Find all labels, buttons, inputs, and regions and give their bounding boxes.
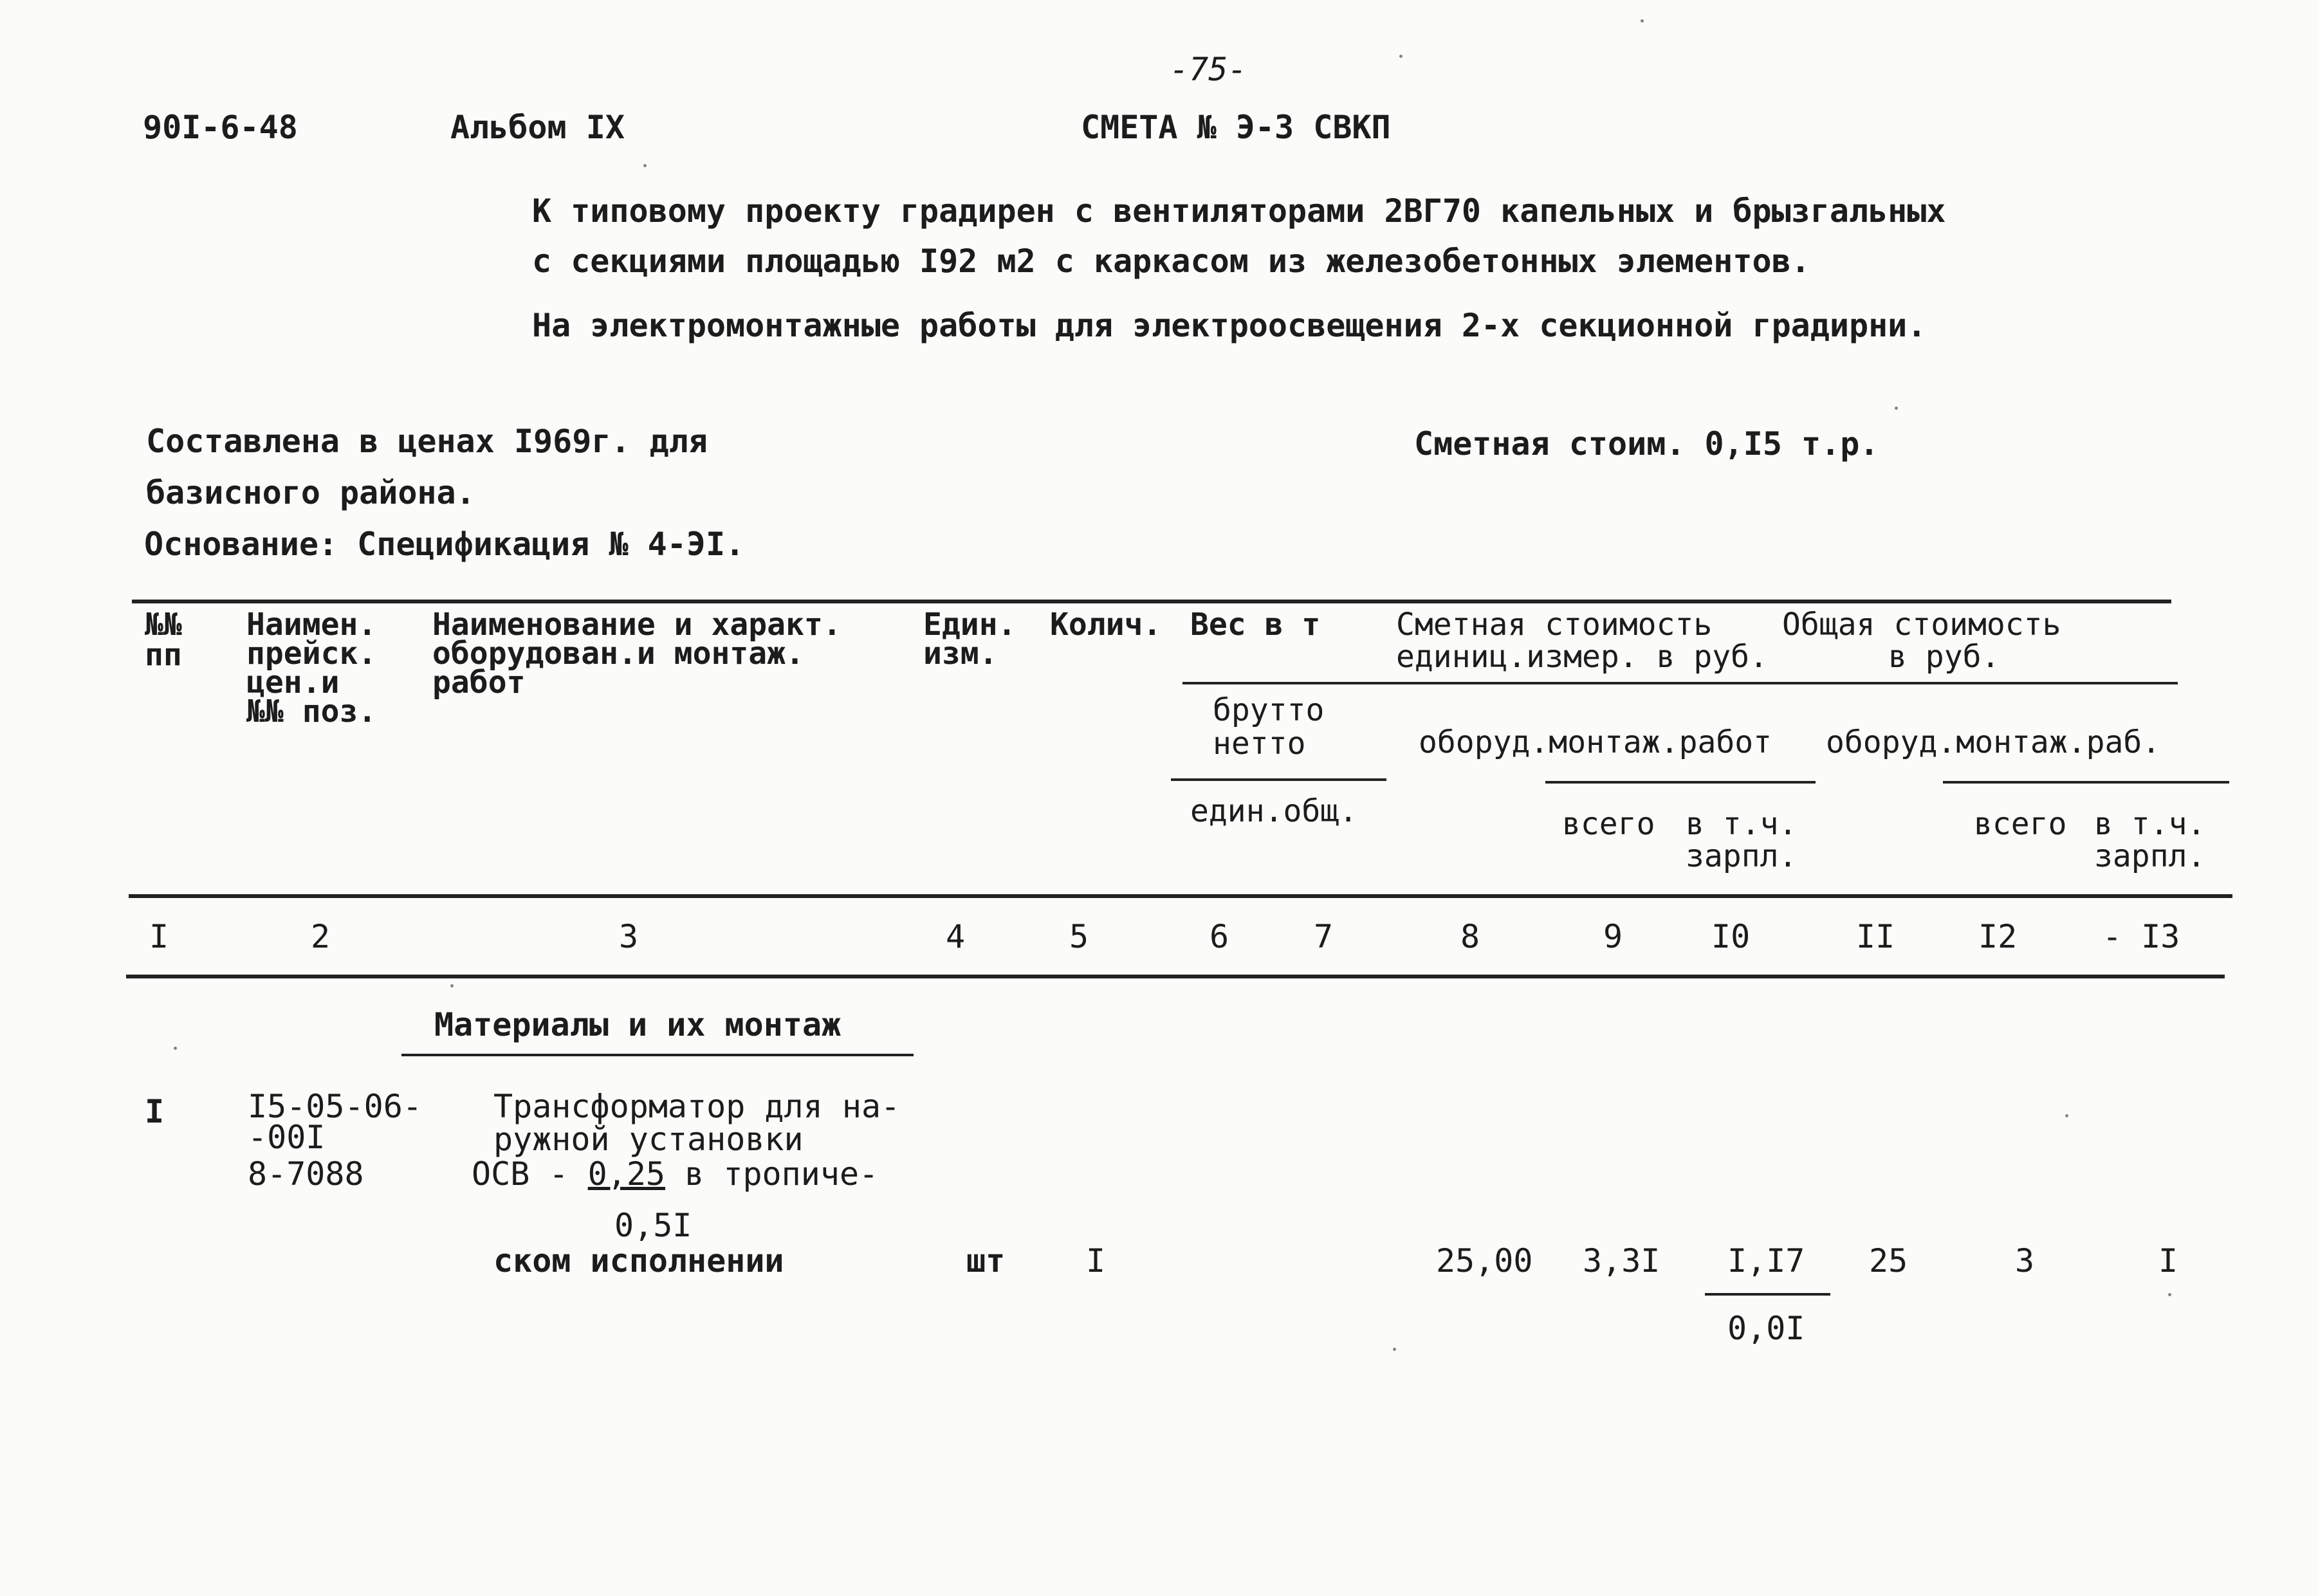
row-equipment-unit-price: 25,00: [1436, 1242, 1533, 1280]
unit-mount-total-head: всего: [1562, 806, 1655, 842]
col2-head-a: Наимен.: [246, 607, 377, 643]
header-rule-2: [1171, 778, 1386, 781]
col1-head-b: пп: [145, 637, 182, 673]
basis-line: Основание: Спецификация № 4-ЭI.: [144, 526, 745, 563]
section-title: Материалы и их монтаж: [434, 1006, 842, 1043]
col3-head-a: Наименование и характ.: [432, 607, 842, 643]
col-number-12: I2: [1978, 918, 2018, 955]
row-number: I: [145, 1093, 165, 1130]
page-number: -75-: [1170, 51, 1247, 88]
col-number-6: 6: [1210, 918, 1229, 955]
col-number-11: II: [1856, 918, 1895, 955]
estimated-cost: Сметная стоим. 0,I5 т.р.: [1414, 425, 1879, 463]
row-total-equipment: 25: [1869, 1242, 1908, 1280]
row-mount-unit-wages-sub: 0,0I: [1727, 1310, 1805, 1347]
row-mount-unit-total: 3,3I: [1583, 1242, 1660, 1280]
netto-label: нетто: [1213, 726, 1306, 762]
intro-line-1: К типовому проекту градирен с вентиляторами 2ВГ70 капельных и брызгальных: [532, 192, 1946, 230]
col-number-9: 9: [1603, 918, 1623, 955]
unit-mount-wages-head-b: зарпл.: [1686, 838, 1798, 874]
unit-cost-head-1: Сметная стоимость: [1396, 607, 1713, 643]
scan-speck: [1393, 1348, 1396, 1351]
col-number-1: I: [149, 918, 169, 955]
col-number-3: 3: [619, 918, 639, 955]
col-number-10: I0: [1711, 918, 1751, 955]
scan-speck: [2168, 1293, 2171, 1296]
col3-head-b: оборудован.и монтаж.: [432, 636, 804, 672]
compiled-line-2: базисного района.: [146, 474, 475, 511]
total-equip-mount-head: оборуд.монтаж.раб.: [1826, 724, 2161, 760]
column-numbers-top-rule: [129, 894, 2232, 898]
col5-head: Колич.: [1050, 607, 1162, 643]
total-mount-head: всего: [1974, 806, 2067, 842]
scan-speck: [1641, 19, 1644, 23]
album-label: Альбом IX: [450, 109, 625, 146]
header-rule-4: [1943, 781, 2229, 784]
row-name-line-3: [472, 1156, 878, 1192]
row-quantity: I: [1086, 1242, 1106, 1280]
document-code: 90I-6-48: [143, 109, 298, 146]
total-mount-wages-head-a: в т.ч.: [2094, 806, 2206, 842]
header-rule-1: [1182, 682, 2178, 684]
row-price-code-3: 8-7088: [248, 1155, 364, 1193]
compiled-line-1: Составлена в ценах I969г. для: [146, 423, 708, 460]
unit-mount-wages-head-a: в т.ч.: [1686, 806, 1798, 842]
row-name-line-5: ском исполнении: [493, 1242, 784, 1280]
unit-total-weight-label: един.общ.: [1190, 793, 1358, 829]
unit-cost-head-2: единиц.измер. в руб.: [1396, 639, 1768, 675]
row-name-line-2: ружной установки: [493, 1121, 804, 1158]
col-number-7: 7: [1314, 918, 1334, 955]
scan-speck: [643, 164, 647, 167]
header-rule-3: [1545, 781, 1816, 784]
scan-speck: [1895, 407, 1898, 410]
row-price-code-2: -00I: [248, 1119, 326, 1156]
scan-speck: [1399, 55, 1403, 58]
col4-head-b: изм.: [923, 636, 998, 672]
unit-equip-mount-head: оборуд.монтаж.работ: [1419, 724, 1772, 760]
total-cost-head-1: Общая стоимость: [1782, 607, 2061, 643]
row-name-line-1: Трансформатор для на-: [493, 1088, 901, 1125]
row-name-ratio-denominator: 0,5I: [614, 1207, 692, 1244]
scan-speck: [2065, 1114, 2068, 1117]
row-wages-fraction-line: [1705, 1293, 1830, 1296]
column-numbers-bottom-rule: [126, 975, 2225, 978]
col2-head-c: цен.и: [246, 665, 340, 701]
intro-line-3: На электромонтажные работы для электроосвещения 2-х секционной градирни.: [532, 307, 1927, 344]
col3-head-c: работ: [432, 665, 526, 701]
scan-speck: [174, 1047, 177, 1050]
col-number-2: 2: [311, 918, 331, 955]
table-top-rule: [132, 600, 2171, 603]
col-number-4: 4: [946, 918, 966, 955]
scan-speck: [450, 984, 454, 987]
intro-line-2: с секциями площадью I92 м2 с каркасом из железобетонных элементов.: [532, 243, 1810, 280]
brutto-label: брутто: [1213, 692, 1325, 728]
row-total-wages: I: [2158, 1242, 2178, 1280]
col-number-8: 8: [1460, 918, 1480, 955]
col2-head-d: №№ поз.: [246, 693, 377, 729]
total-mount-wages-head-b: зарпл.: [2094, 838, 2206, 874]
row-name-ratio-numerator: 0,25: [587, 1155, 666, 1193]
section-title-underline: [401, 1054, 914, 1056]
col2-head-b: прейск.: [246, 636, 377, 672]
col1-head-a: №№: [145, 607, 182, 643]
row-name-type-suffix: в тропиче-: [665, 1155, 879, 1193]
row-total-mount: 3: [2015, 1242, 2035, 1280]
col4-head-a: Един.: [923, 607, 1016, 643]
row-unit: шт: [966, 1242, 1006, 1280]
row-name-type: ОСВ -: [472, 1155, 588, 1193]
col-number-5: 5: [1069, 918, 1089, 955]
total-cost-head-2: в руб.: [1888, 639, 2000, 675]
col6-head: Вес в т: [1190, 607, 1321, 643]
row-price-code-1: I5-05-06-: [248, 1088, 422, 1125]
row-mount-unit-wages: I,I7: [1727, 1242, 1805, 1280]
document-title: СМЕТА № Э-3 СВКП: [1081, 109, 1391, 146]
col-number-13: - I3: [2102, 918, 2180, 955]
